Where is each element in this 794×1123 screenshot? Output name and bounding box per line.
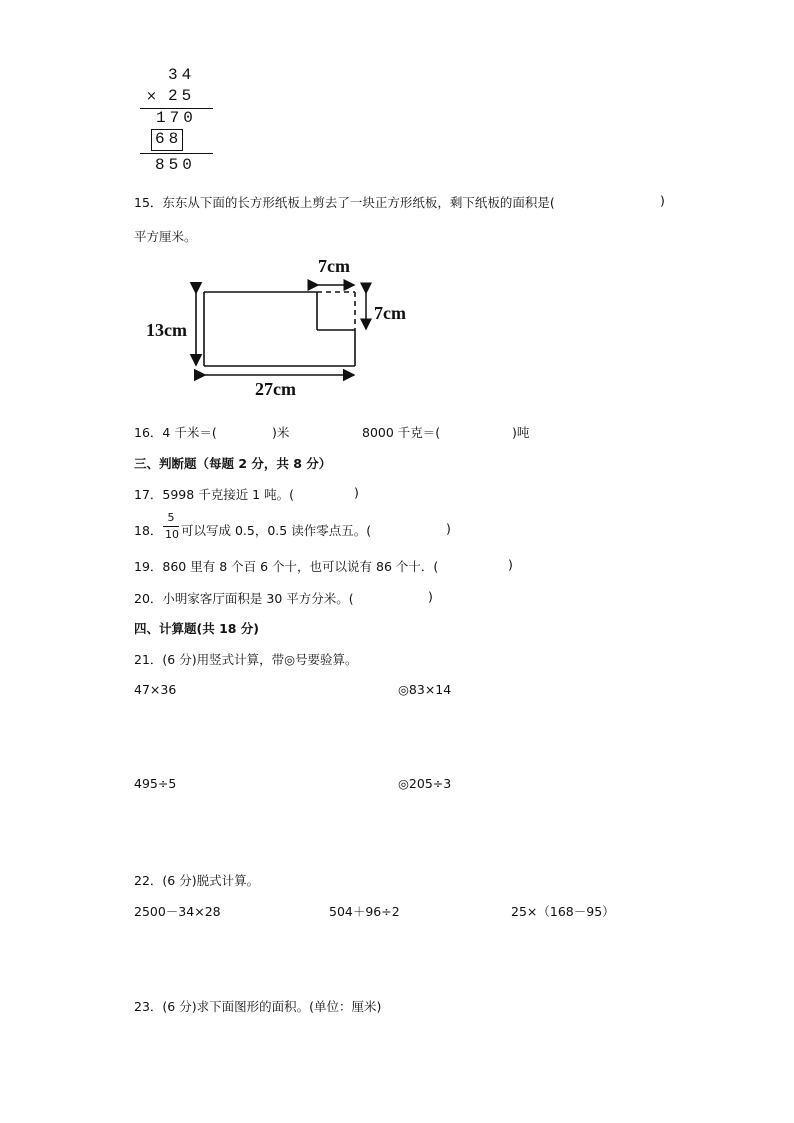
multiply-sign: ×	[146, 89, 157, 104]
q22-text: 22．(6 分)脱式计算。	[134, 873, 260, 888]
label-side-7cm: 7cm	[374, 303, 406, 323]
fraction-bar	[163, 526, 179, 527]
q21-text: 21．(6 分)用竖式计算，带◎号要验算。	[134, 652, 358, 667]
q15-text-line2: 平方厘米。	[134, 229, 197, 244]
partial-product-1: 170	[156, 109, 197, 127]
label-height-13cm: 13cm	[146, 320, 187, 340]
q22-item-1: 2500－34×28	[134, 904, 221, 919]
fraction-denominator: 10	[165, 528, 179, 541]
q18-number: 18．	[134, 523, 163, 538]
q16-part1: 16．4 千米＝(	[134, 425, 217, 440]
q16-part2-close: )吨	[512, 425, 530, 440]
calc-line-2	[140, 153, 213, 154]
q21-item-4: ◎205÷3	[398, 776, 452, 791]
q15-close: )	[660, 193, 665, 208]
q17-text: 17．5998 千克接近 1 吨。(	[134, 487, 294, 502]
section-3-title: 三、判断题（每题 2 分，共 8 分）	[134, 456, 332, 471]
q19-close: )	[508, 557, 513, 572]
q22-item-2: 504＋96÷2	[329, 904, 400, 919]
q16-part1-close: )米	[272, 425, 290, 440]
q15-text: 15．东东从下面的长方形纸板上剪去了一块正方形纸板，剩下纸板的面积是(	[134, 195, 555, 210]
q20-text: 20．小明家客厅面积是 30 平方分米。(	[134, 591, 354, 606]
label-top-7cm: 7cm	[318, 256, 350, 276]
q18-text: 可以写成 0.5，0.5 读作零点五。(	[181, 523, 372, 538]
q21-item-2: ◎83×14	[398, 682, 452, 697]
q21-item-1: 47×36	[134, 682, 177, 697]
product-result: 850	[155, 156, 196, 174]
section-4-title: 四、计算题(共 18 分)	[134, 621, 260, 636]
q23-text: 23．(6 分)求下面图形的面积。(单位：厘米)	[134, 999, 382, 1014]
q17-close: )	[354, 485, 359, 500]
multiplicand: 34	[168, 66, 196, 84]
q18-close: )	[446, 521, 451, 536]
cut-square-dashed	[317, 292, 355, 330]
multiplier: 25	[168, 87, 196, 105]
q22-item-3: 25×（168－95）	[511, 904, 615, 919]
q16-part2: 8000 千克＝(	[362, 425, 441, 440]
q20-close: )	[428, 589, 433, 604]
q19-text: 19．860 里有 8 个百 6 个十，也可以说有 86 个十．(	[134, 559, 439, 574]
rectangle-outline	[204, 292, 355, 366]
q21-item-3: 495÷5	[134, 776, 177, 791]
fraction-numerator: 5	[167, 511, 175, 524]
label-width-27cm: 27cm	[255, 379, 296, 399]
partial-product-2: 68	[155, 130, 183, 148]
